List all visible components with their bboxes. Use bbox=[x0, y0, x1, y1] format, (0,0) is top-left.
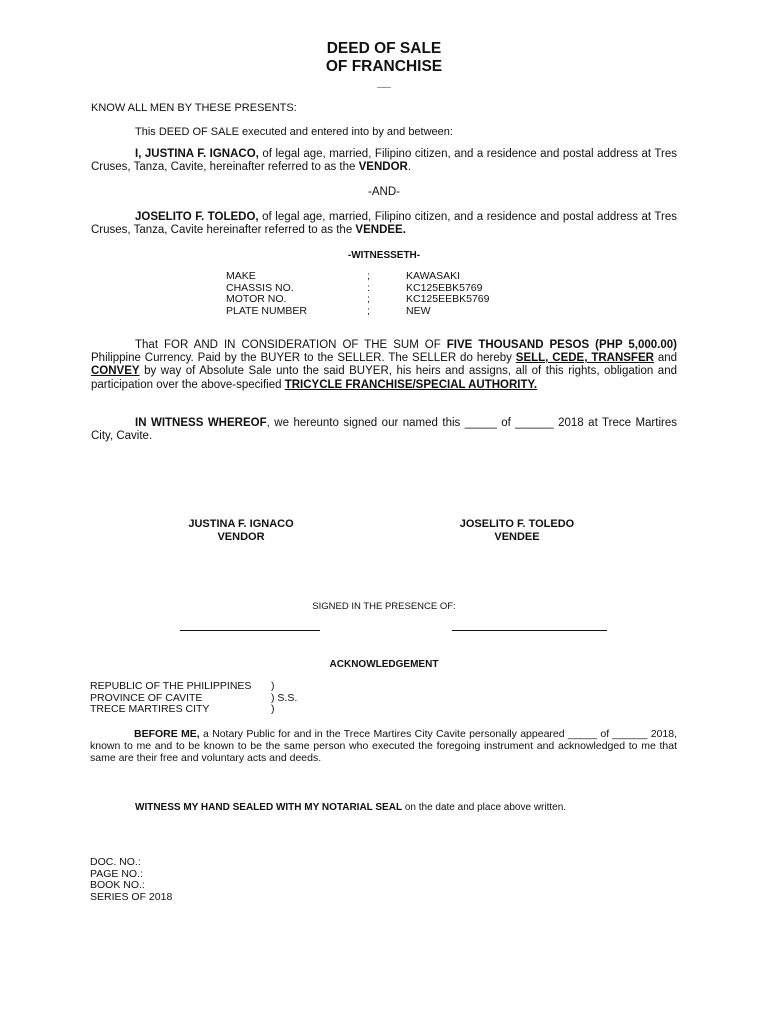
spec-separator: ; bbox=[367, 270, 370, 282]
witness-whereof-bold: IN WITNESS WHEREOF bbox=[135, 417, 267, 429]
deed-intro: This DEED OF SALE executed and entered into by and between: bbox=[135, 126, 453, 138]
witness-whereof-text: , we hereunto signed our named this _____ of ______ 2018 at Trece Martires City, Cavite. bbox=[91, 417, 677, 442]
consideration-paragraph bbox=[91, 339, 677, 392]
vendor-signatory-role: VENDOR bbox=[217, 530, 265, 543]
spec-value: KAWASAKI bbox=[406, 270, 461, 282]
venue-row bbox=[90, 704, 350, 716]
spec-value: KC125EEBK5769 bbox=[406, 293, 490, 305]
spec-value: NEW bbox=[406, 304, 431, 317]
spec-separator: ; bbox=[367, 293, 370, 305]
venue-text: PROVINCE OF CAVITE bbox=[90, 691, 203, 704]
vendor-name: I, JUSTINA F. IGNACO, bbox=[135, 148, 259, 160]
acknowledgement-title: ACKNOWLEDGEMENT bbox=[329, 659, 439, 670]
signed-presence-label: SIGNED IN THE PRESENCE OF: bbox=[312, 601, 456, 612]
consideration-convey: CONVEY bbox=[91, 365, 140, 378]
witness-whereof-paragraph bbox=[91, 417, 677, 443]
vendee-signatory bbox=[432, 518, 602, 543]
consideration-text-2: Philippine Currency. Paid by the BUYER to the SELLER. The SELLER do hereby bbox=[91, 352, 516, 365]
venue-text: TRECE MARTIRES CITY bbox=[90, 703, 210, 715]
intro-line: KNOW ALL MEN BY THESE PRESENTS: bbox=[91, 102, 297, 114]
venue-text: REPUBLIC OF THE PHILIPPINES bbox=[90, 680, 252, 692]
doc-info-block bbox=[90, 857, 290, 903]
consideration-text-1: That FOR AND IN CONSIDERATION OF THE SUM OF bbox=[135, 339, 447, 351]
title-line-1: DEED OF SALE bbox=[326, 40, 442, 57]
spec-value: KC125EBK5769 bbox=[406, 281, 483, 294]
consideration-text-3: and bbox=[653, 352, 678, 365]
title-line-2: OF FRANCHISE bbox=[325, 58, 443, 75]
witness-hand-bold: WITNESS MY HAND SEALED WITH MY NOTARIAL SEAL bbox=[135, 802, 403, 813]
vendee-paragraph bbox=[91, 211, 677, 237]
vendee-signatory-name: JOSELITO F. TOLEDO bbox=[459, 518, 575, 530]
consideration-text-4: by way of Absolute Sale unto the said BUYER, his heirs and assigns, all of this rights, obligation and participation over the above-specified bbox=[91, 365, 677, 391]
witnesseth-heading: -WITNESSETH- bbox=[347, 250, 421, 261]
vendee-role: VENDEE. bbox=[355, 224, 406, 236]
vendor-role: VENDOR bbox=[358, 161, 408, 173]
spec-row-plate bbox=[226, 306, 526, 318]
vendee-signatory-role: VENDEE bbox=[494, 530, 540, 543]
book-no: BOOK NO.: bbox=[90, 879, 145, 891]
spec-separator: : bbox=[367, 281, 370, 294]
venue-mark: ) bbox=[271, 680, 275, 692]
consideration-sell-cede-transfer: SELL, CEDE, TRANSFER bbox=[515, 352, 654, 365]
vendor-paragraph bbox=[91, 148, 677, 174]
consideration-amount: FIVE THOUSAND PESOS (PHP 5,000.00) bbox=[446, 339, 678, 351]
spec-row-motor bbox=[226, 294, 526, 306]
vendor-signatory-name: JUSTINA F. IGNACO bbox=[188, 518, 294, 530]
doc-no: DOC. NO.: bbox=[90, 856, 141, 868]
spec-row-make bbox=[226, 271, 526, 283]
venue-mark: ) S.S. bbox=[271, 691, 298, 704]
vendor-end: . bbox=[407, 161, 412, 173]
spec-label: CHASSIS NO. bbox=[226, 281, 294, 294]
before-me-text: a Notary Public for and in the Trece Martires City Cavite personally appeared _____ of ______ 2018, known to me and to be known to be the same person who executed the foregoing instrument and acknowledged to me that same are their free and voluntary acts and deeds. bbox=[90, 728, 677, 764]
spec-label: MAKE bbox=[226, 270, 256, 282]
series-of: SERIES OF 2018 bbox=[90, 890, 173, 903]
vendor-text: of legal age, married, Filipino citizen, and a residence and postal address at Tres Cruses, Tanza, Cavite, hereinafter referred to as the bbox=[91, 148, 678, 173]
page-no: PAGE NO.: bbox=[90, 867, 143, 880]
vehicle-specs bbox=[226, 271, 546, 321]
vendor-signatory bbox=[161, 518, 321, 543]
and-separator: -AND- bbox=[368, 186, 400, 198]
spec-label: PLATE NUMBER bbox=[226, 304, 307, 317]
title-underscore: __ bbox=[377, 75, 391, 89]
witness-hand-text: on the date and place above written. bbox=[402, 802, 567, 813]
witness-signature-line-1 bbox=[180, 630, 320, 631]
before-me-paragraph bbox=[90, 728, 677, 764]
venue-mark: ) bbox=[271, 703, 275, 715]
witness-signature-line-2 bbox=[452, 630, 607, 631]
venue-block bbox=[90, 681, 350, 721]
vendee-text: of legal age, married, Filipino citizen, and a residence and postal address at Tres Cruses, Tanza, Cavite hereinafter referred to as the bbox=[91, 211, 677, 236]
spec-label: MOTOR NO. bbox=[226, 293, 287, 305]
witness-hand-line bbox=[135, 802, 695, 813]
spec-separator: ; bbox=[367, 304, 370, 317]
consideration-franchise: TRICYCLE FRANCHISE/SPECIAL AUTHORITY. bbox=[284, 378, 538, 391]
vendee-name: JOSELITO F. TOLEDO, bbox=[135, 211, 259, 223]
before-me-bold: BEFORE ME, bbox=[134, 728, 200, 740]
